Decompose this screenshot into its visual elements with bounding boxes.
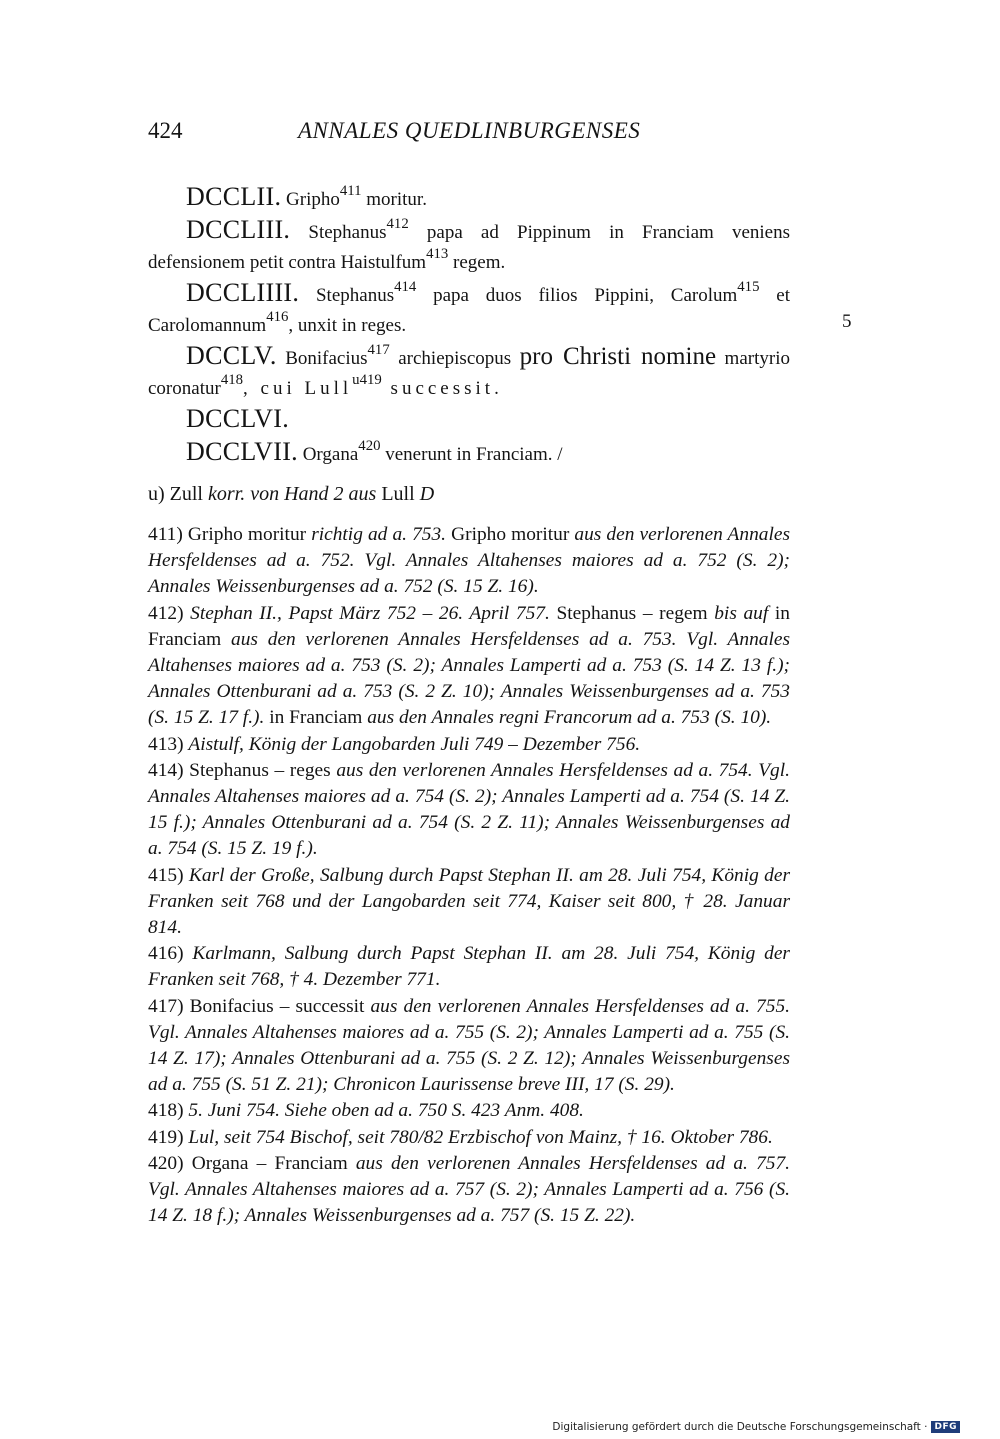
margin-line-number: 5	[842, 311, 852, 332]
footnote-ref: 413	[426, 246, 449, 263]
footnote-413: 413) Aistulf, König der Langobarden Juli 749 – Dezember 756.	[148, 733, 641, 755]
year-numeral: DCCLVI.	[186, 404, 289, 433]
year-numeral: DCCLVII.	[186, 437, 298, 466]
variant-ref: u	[352, 372, 360, 389]
variant-apparatus: u) Zull korr. von Hand 2 aus Lull D	[148, 483, 435, 505]
digitization-credit	[552, 1421, 960, 1433]
footnote-ref: 414	[394, 279, 417, 296]
footnote-ref: 420	[358, 438, 381, 455]
footnote-ref: 416	[266, 309, 289, 326]
footnote-ref: 411	[339, 183, 362, 200]
footnote-411: 411) Gripho moritur richtig ad a. 753. Gripho moritur aus den verlorenen Annales Hersfeldenses ad a. 752. Vgl. Annales Altahenses maiores ad a. 752 (S. 2); Annales Weissenburgenses ad a. 752 (S. 15 Z. 16).	[148, 524, 790, 598]
footnote-ref: 417	[367, 342, 390, 359]
footnote-ref: 418	[220, 372, 244, 389]
running-title: ANNALES QUEDLINBURGENSES	[298, 118, 641, 143]
year-numeral: DCCLIII.	[186, 215, 291, 244]
footnote-419: 419) Lul, seit 754 Bischof, seit 780/82 Erzbischof von Mainz, † 16. Oktober 786.	[148, 1126, 773, 1148]
footnote-420: 420) Organa – Franciam aus den verlorenen Annales Hersfeldenses ad a. 757. Vgl. Annales Altahenses maiores ad a. 757 (S. 2); Annales Lamperti ad a. 756 (S. 14 Z. 18 f.); Annales Weissenburgenses ad a. 757 (S. 15 Z. 22).	[148, 1152, 791, 1227]
footnote-ref: 419	[359, 372, 382, 389]
footnote-ref: 412	[386, 216, 409, 233]
footnote-ref: 415	[737, 279, 760, 296]
footnote-417: 417) Bonifacius – successit aus den verlorenen Annales Hersfeldenses ad a. 755. Vgl. Annales Altahenses maiores ad a. 755 (S. 2); Annales Lamperti ad a. 755 (S. 14 Z. 17); Annales Ottenburani ad a. 755 (S. 2 Z. 12); Annales Weissenburgenses ad a. 755 (S. 51 Z. 21); Chronicon Laurissense breve III, 17 (S. 29).	[148, 995, 790, 1096]
entry-754: DCCLIIII. Stephanus$^{414}$ papa duos filios Pippini, Carolum$^{415}$ et Carolomannum$^{416}$, unxit in reges.	[148, 278, 790, 336]
credit-text: Digitalisierung gefördert durch die Deutsche Forschungsgemeinschaft ·	[552, 1421, 928, 1433]
quoted-passage: pro Christi nomine	[519, 343, 717, 370]
footnotes	[148, 522, 790, 1229]
footnote-418: 418) 5. Juni 754. Siehe oben ad a. 750 S. 423 Anm. 408.	[148, 1100, 584, 1122]
year-numeral: DCCLV.	[186, 341, 277, 370]
dfg-logo: DFG	[931, 1421, 960, 1433]
entry-755: DCCLV. Bonifacius$^{417}$ archiepiscopus pro Christi nomine martyrio coronatur$^{418}$, cui Lull$^{u419}$ successit.	[148, 341, 790, 399]
year-numeral: DCCLII.	[186, 182, 282, 211]
footnote-416: 416) Karlmann, Salbung durch Papst Stephan II. am 28. Juli 754, König der Franken seit 768, † 4. Dezember 771.	[148, 943, 790, 991]
entry-752: DCCLII. Gripho$^{411}$ moritur.	[186, 182, 427, 211]
year-numeral: DCCLIIII.	[186, 278, 300, 307]
entry-753: DCCLIII. Stephanus$^{412}$ papa ad Pippinum in Franciam veniens defensionem petit contra Haistulfum$^{413}$ regem.	[148, 215, 790, 273]
footnote-415: 415) Karl der Große, Salbung durch Papst Stephan II. am 28. Juli 754, König der Franken seit 768 und der Langobarden seit 774, Kaiser seit 800, † 28. Januar 814.	[148, 864, 790, 939]
running-header	[148, 118, 788, 152]
annals-text	[148, 182, 790, 470]
entry-756	[148, 404, 790, 437]
entry-757: DCCLVII. Organa$^{420}$ venerunt in Franciam. /	[186, 437, 563, 466]
footnote-414: 414) Stephanus – reges aus den verlorenen Annales Hersfeldenses ad a. 754. Vgl. Annales Altahenses maiores ad a. 754 (S. 2); Annales Lamperti ad a. 754 (S. 14 Z. 15 f.); Annales Ottenburani ad a. 754 (S. 2 Z. 11); Annales Weissenburgenses ad a. 754 (S. 15 Z. 19 f.).	[148, 759, 790, 860]
page-number: 424	[148, 118, 183, 143]
footnote-412: 412) Stephan II., Papst März 752 – 26. April 757. Stephanus – regem bis auf in Franciam aus den verlorenen Annales Hersfeldenses ad a. 753. Vgl. Annales Altahenses maiores ad a. 753 (S. 2); Annales Lamperti ad a. 753 (S. 14 Z. 13 f.); Annales Ottenburani ad a. 753 (S. 2 Z. 10); Annales Weissenburgenses ad a. 753 (S. 15 Z. 17 f.). in Franciam aus den Annales regni Francorum ad a. 753 (S. 10).	[148, 602, 791, 729]
